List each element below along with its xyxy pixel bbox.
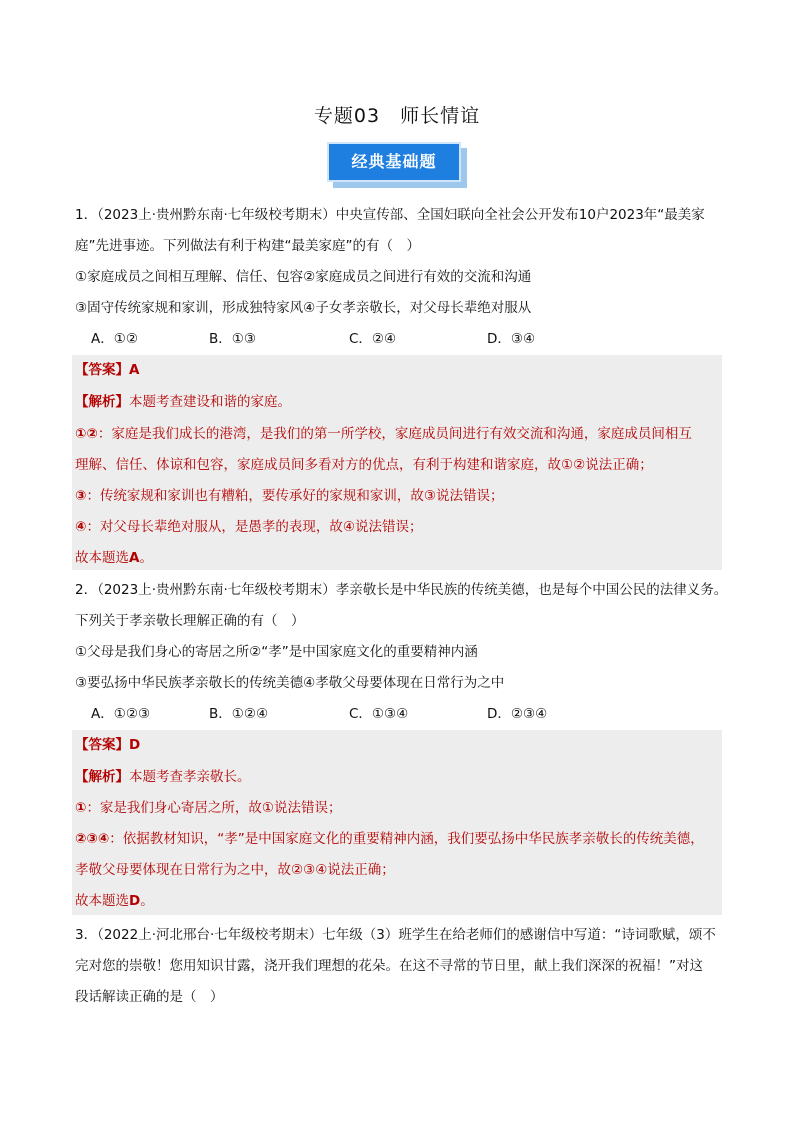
q1-explain-1a <box>75 424 725 444</box>
q2-explain-2b: 孝敬父母要体现在日常行为之中，故②③④说法正确； <box>75 862 395 878</box>
q1-analysis-label: 【解析】 <box>75 394 129 410</box>
q1-statement-line1: ①家庭成员之间相互理解、信任、包容②家庭成员之间进行有效的交流和沟通 <box>75 269 532 285</box>
q1-stem-line1: 1．（2023上·贵州黔东南·七年级校考期末）中央宣传部、全国妇联向全社会公开发布10户2023年“最美家 <box>75 207 705 223</box>
q2-statement-line1: ①父母是我们身心的寄居之所②“孝”是中国家庭文化的重要精神内涵 <box>75 644 478 660</box>
q1-explain-3-num: ④ <box>75 519 87 535</box>
q2-option-d: D．②③④ <box>487 706 548 722</box>
q2-analysis <box>75 767 725 787</box>
q2-conclusion-post: 。 <box>140 893 154 909</box>
q2-stem-line2: 下列关于孝亲敬长理解正确的有（ ） <box>75 613 305 629</box>
q1-explain-2-text: ：传统家规和家训也有糟粕，要传承好的家规和家训，故③说法错误； <box>86 488 504 504</box>
q2-answer-value: D <box>129 737 141 753</box>
q3-stem-line1: 3．（2022上·河北邢台·七年级校考期末）七年级（3）班学生在给老师们的感谢信中写道：“诗词歌赋，颂不 <box>75 927 716 943</box>
q1-analysis-text: 本题考查建设和谐的家庭。 <box>129 394 291 410</box>
q2-explain-1 <box>75 798 725 818</box>
q1-answer-label: 【答案】 <box>75 362 129 378</box>
q1-explain-1b: 理解、信任、体谅和包容，家庭成员间多看对方的优点，有利于构建和谐家庭，故①②说法正确； <box>75 457 653 473</box>
q1-explain-1-num: ①② <box>75 426 98 442</box>
q2-option-b: B．①②④ <box>209 706 269 722</box>
q2-conclusion <box>75 891 725 911</box>
q1-answer <box>75 360 725 380</box>
q1-stem-line2: 庭”先进事迹。下列做法有利于构建“最美家庭”的有（ ） <box>75 238 420 254</box>
q1-option-b: B．①③ <box>209 331 256 347</box>
q2-explain-2-text: ：依据教材知识，“孝”是中国家庭文化的重要精神内涵，我们要弘扬中华民族孝亲敬长的传统美德， <box>109 831 704 847</box>
q2-analysis-label: 【解析】 <box>75 769 129 785</box>
q2-explain-2a <box>75 829 725 849</box>
q2-answer-label: 【答案】 <box>75 737 129 753</box>
q1-explain-2-num: ③ <box>75 488 87 504</box>
q1-explain-2 <box>75 486 725 506</box>
q2-answer-box <box>72 730 722 915</box>
q2-explain-1-num: ① <box>75 800 87 816</box>
q1-analysis <box>75 392 725 412</box>
q3-stem-line3: 段话解读正确的是（ ） <box>75 989 224 1005</box>
q3-stem-line2: 完对您的崇敬！您用知识甘露，浇开我们理想的花朵。在这不寻常的节日里，献上我们深深的祝福！”对这 <box>75 958 703 974</box>
q1-explain-1-text: ：家庭是我们成长的港湾，是我们的第一所学校，家庭成员间进行有效交流和沟通，家庭成员间相互 <box>97 426 692 442</box>
badge-label: 经典基础题 <box>327 142 461 182</box>
q1-option-d: D．③④ <box>487 331 536 347</box>
q1-statement-line2: ③固守传统家规和家训，形成独特家风④子女孝亲敬长，对父母长辈绝对服从 <box>75 300 532 316</box>
q2-answer <box>75 735 725 755</box>
q2-conclusion-answer: D <box>129 893 141 909</box>
q1-option-a: A．①② <box>91 331 138 347</box>
q1-option-c: C．②④ <box>349 331 397 347</box>
q1-conclusion-answer: A <box>129 550 140 566</box>
q2-statement-line2: ③要弘扬中华民族孝亲敬长的传统美德④孝敬父母要体现在日常行为之中 <box>75 675 505 691</box>
page-title: 专题03 师长情谊 <box>313 105 481 127</box>
q2-conclusion-pre: 故本题选 <box>75 893 129 909</box>
q1-answer-value: A <box>129 362 140 378</box>
q2-explain-2-num: ②③④ <box>75 831 110 847</box>
q1-conclusion-pre: 故本题选 <box>75 550 129 566</box>
q2-analysis-text: 本题考查孝亲敬长。 <box>129 769 251 785</box>
q1-explain-3-text: ：对父母长辈绝对服从，是愚孝的表现，故④说法错误； <box>86 519 423 535</box>
q1-explain-3 <box>75 517 725 537</box>
q2-option-a: A．①②③ <box>91 706 151 722</box>
q2-option-c: C．①③④ <box>349 706 409 722</box>
q2-stem-line1: 2．（2023上·贵州黔东南·七年级校考期末）孝亲敬长是中华民族的传统美德，也是每个中国公民的法律义务。 <box>75 582 728 598</box>
section-badge <box>327 142 467 188</box>
q2-explain-1-text: ：家是我们身心寄居之所，故①说法错误； <box>86 800 342 816</box>
q1-conclusion-post: 。 <box>139 550 153 566</box>
q1-conclusion <box>75 548 725 568</box>
